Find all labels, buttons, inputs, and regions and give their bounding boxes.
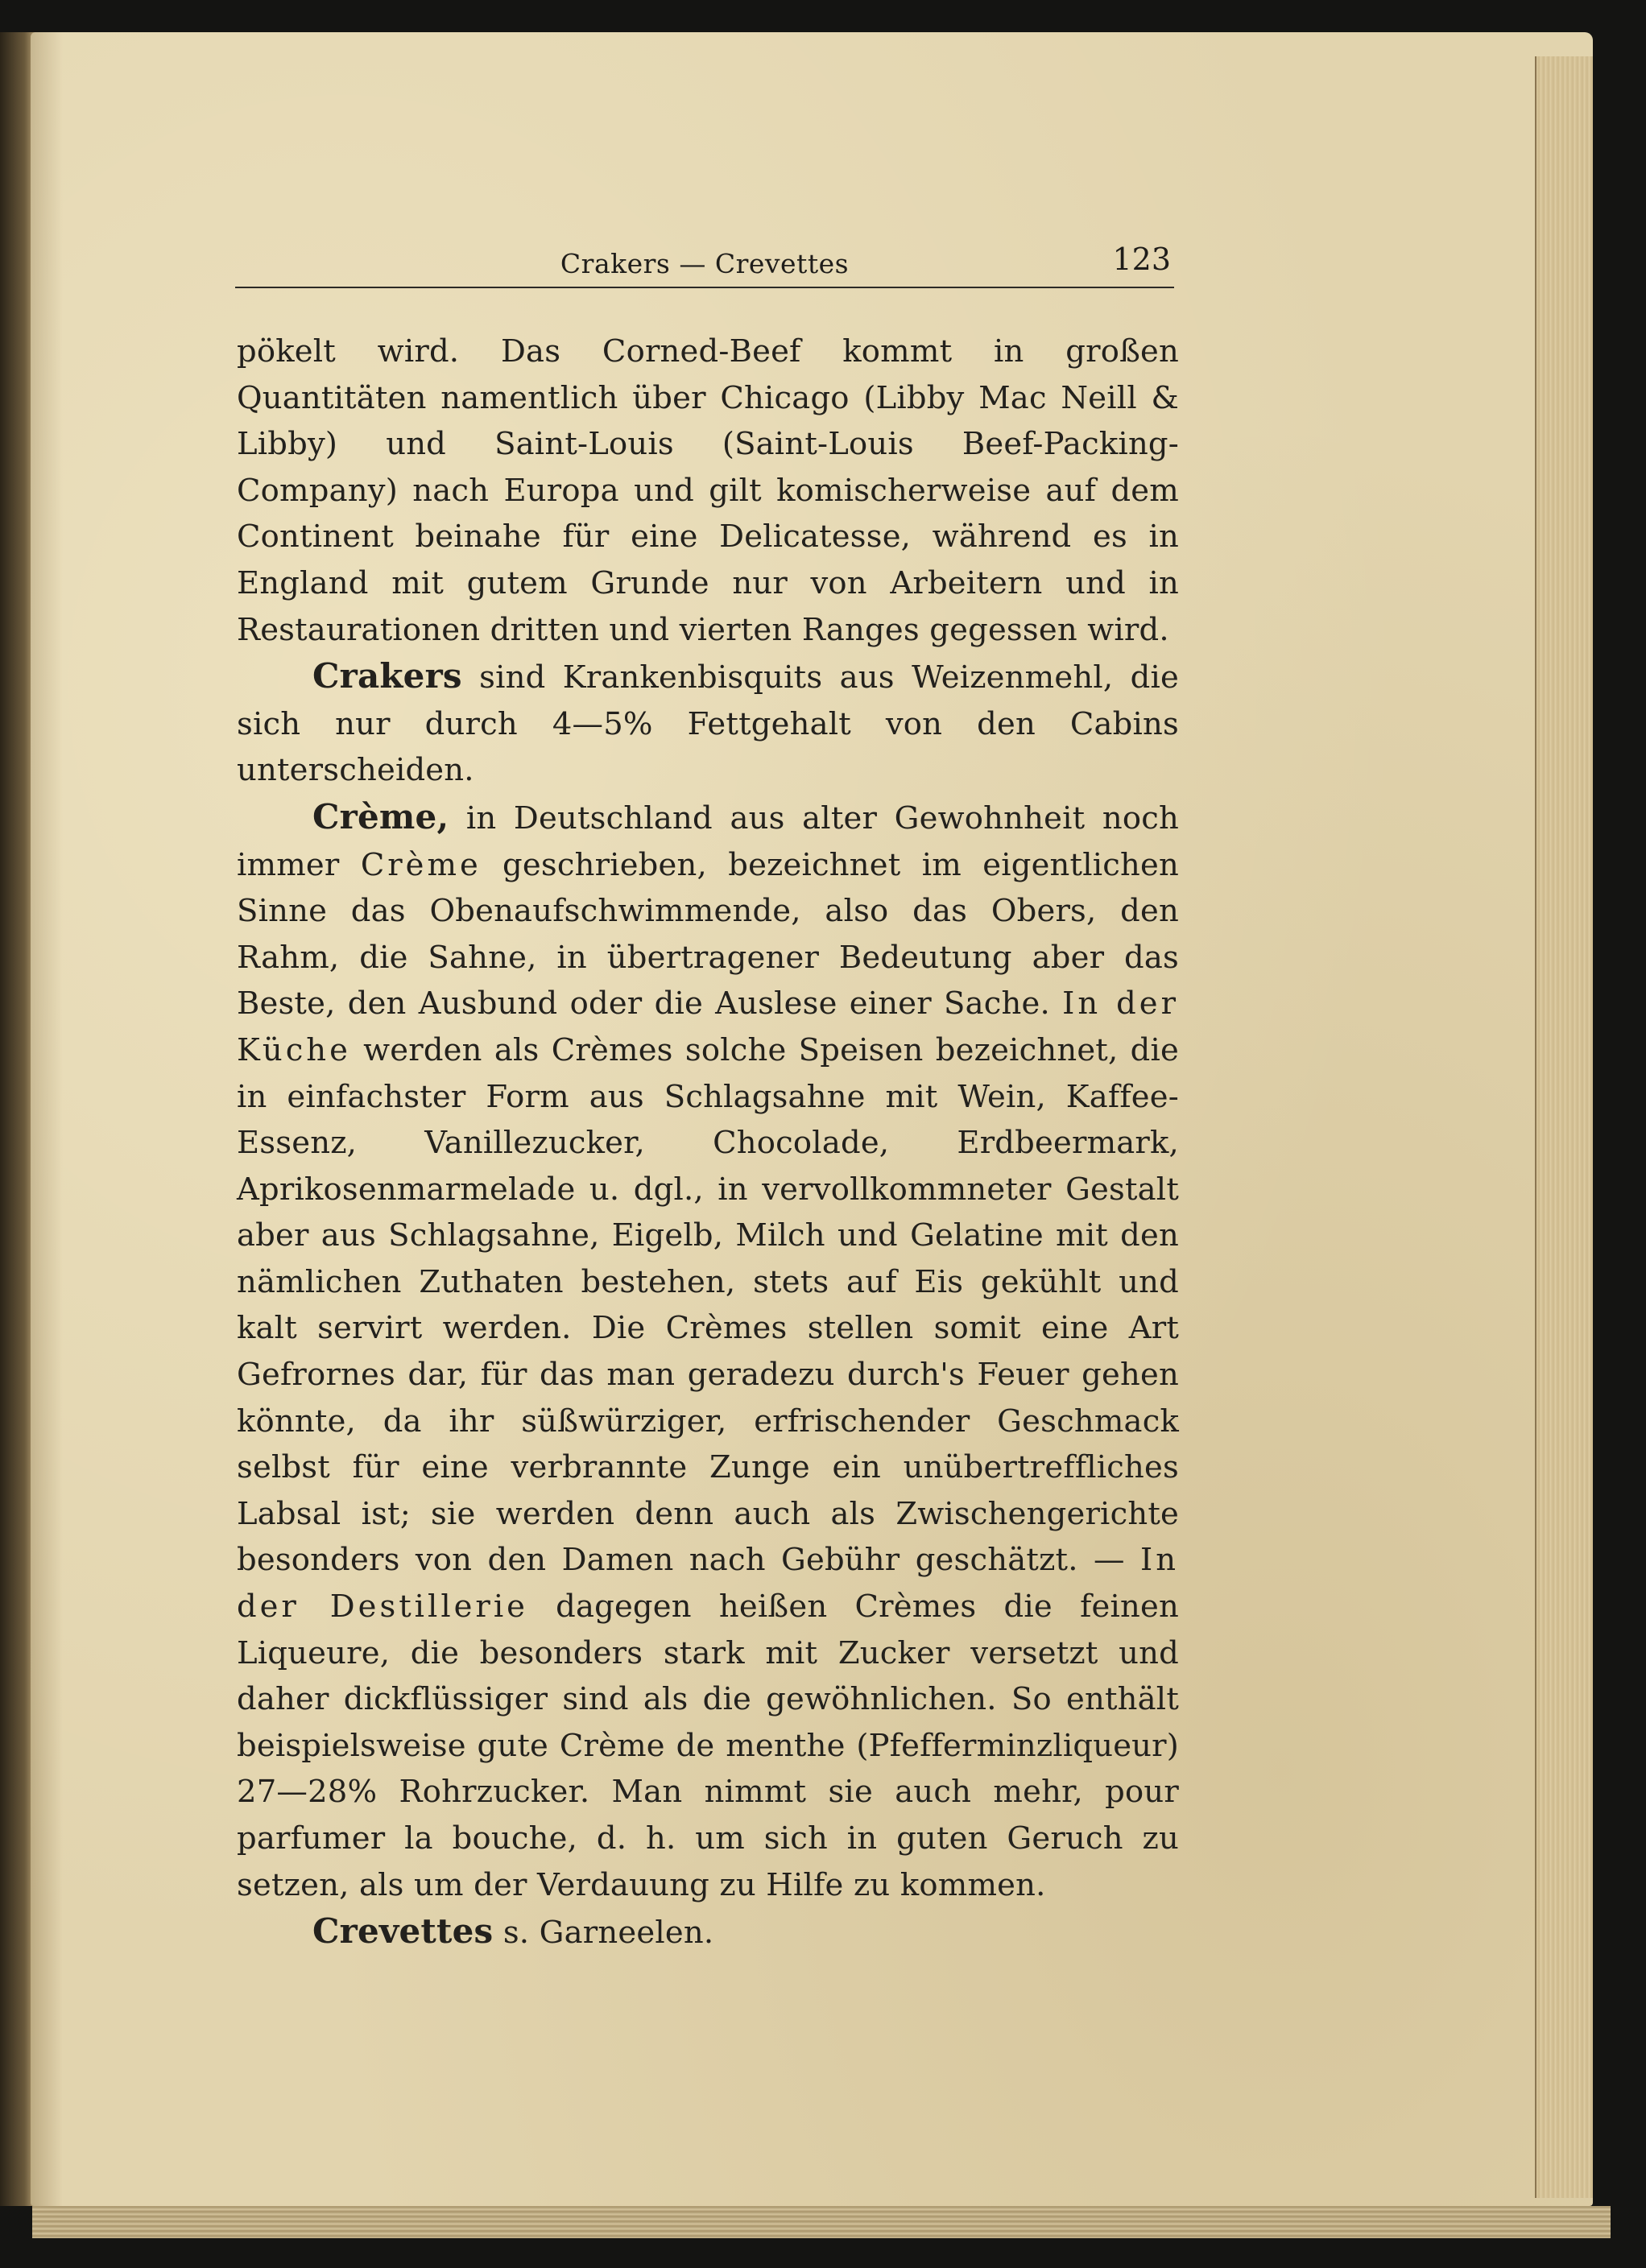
running-head-title: Crakers — Crevettes (560, 248, 850, 279)
entry-text: s. Garneelen. (493, 1915, 714, 1952)
headword-creme: Crème, (312, 796, 449, 837)
running-head (235, 242, 1174, 288)
spaced-text: Crème (360, 846, 482, 883)
page-bottom-edge (32, 2206, 1611, 2238)
paragraph-corned-beef-continuation (237, 328, 1179, 653)
entry-text: werden als Crèmes solche Speisen bezeichnet, die in einfachster Form aus Schlagsahne mit Wein, Kaffee-Essenz, Vanillezucker, Chocolade, Erdbeermark, Aprikosenmarmelade u. dgl., in vervollkommneter Gestalt aber aus Schlagsahne, Eigelb, Milch und Gelatine mit den nämlichen Zuthaten bestehen, stets auf Eis gekühlt und kalt servirt werden. Die Crèmes stellen somit eine Art Gefrornes dar, für das man geradezu durch's Feuer gehen könnte, da ihr süßwürziger, erfrischender Geschmack selbst für eine verbrannte Zunge ein unübertreffliches Labsal ist; sie werden denn auch als Zwischengerichte besonders von den Damen nach Gebühr geschätzt. — (237, 1031, 1179, 1579)
entry-crakers (237, 653, 1179, 794)
entry-text: in Deutschland aus alter Gewohnheit noch immer (237, 799, 1179, 883)
entry-text: sind Krankenbisquits aus Weizenmehl, die sich nur durch 4—5% Fettgehalt von den Cabins unterscheiden. (237, 659, 1179, 789)
entry-crevettes (237, 1908, 1179, 1956)
page-number: 123 (1112, 242, 1171, 277)
headword-crakers: Crakers (312, 656, 462, 696)
spaced-text: In der Küche (237, 985, 1179, 1068)
entry-text: geschrieben, bezeichnet im eigentlichen Sinne das Obenaufschwimmende, also das Obers, den Rahm, die Sahne, in übertragener Bedeutung aber das Beste, den Ausbund oder die Auslese einer Sache. (237, 846, 1179, 1022)
paragraph-text: pökelt wird. Das Corned-Beef kommt in großen Quantitäten namentlich über Chicago (Libby Mac Neill & Libby) und Saint-Louis (Saint-Louis Beef-Packing-Company) nach Europa und gilt komischerweise auf dem Continent beinahe für eine Delicatesse, während es in England mit gutem Grunde nur von Arbeitern und in Restaurationen dritten und vierten Ranges gegessen wird. (237, 333, 1179, 648)
entry-creme (237, 794, 1179, 1908)
text-body (237, 328, 1179, 1956)
entry-text: dagegen heißen Crèmes die feinen Liqueure, die besonders stark mit Zucker versetzt und daher dickflüssiger sind als die gewöhnlichen. So enthält beispielsweise gute Crème de menthe (Pfefferminzliqueur) 27—28% Rohrzucker. Man nimmt sie auch mehr, pour parfumer la bouche, d. h. um sich in guten Geruch zu setzen, als um der Verdauung zu Hilfe zu kommen. (237, 1588, 1179, 1903)
headword-crevettes: Crevettes (312, 1911, 494, 1952)
page-edges (1535, 56, 1593, 2198)
spaced-text: In der Destillerie (237, 1542, 1179, 1626)
